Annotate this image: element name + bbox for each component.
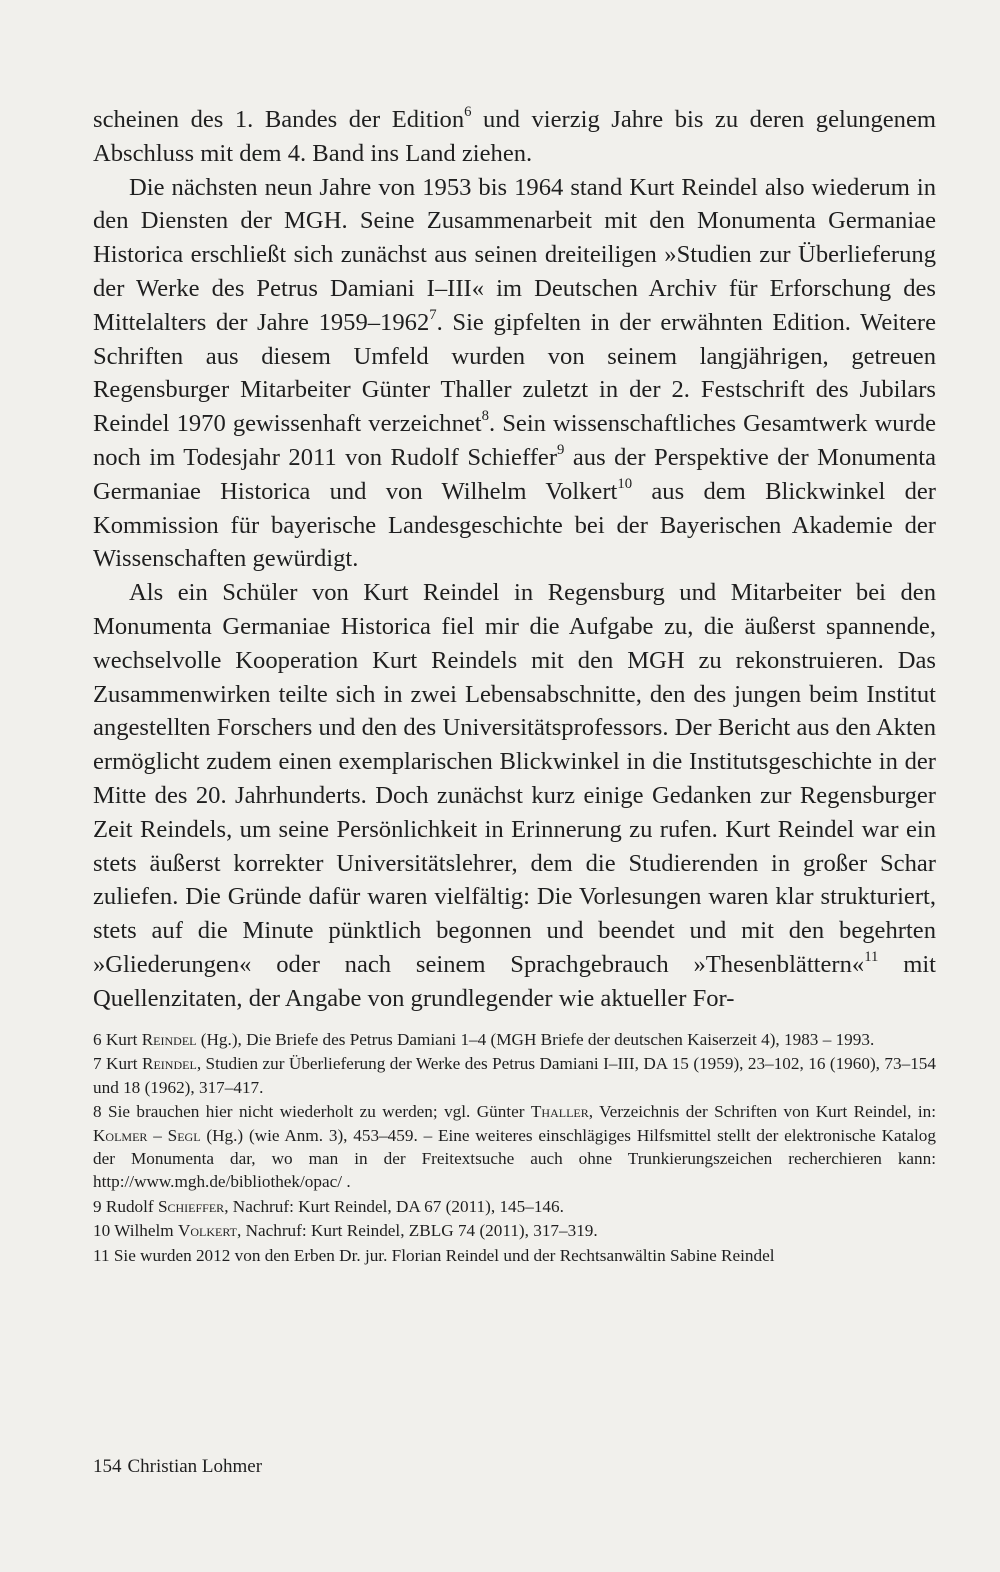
paragraph-2: Die nächsten neun Jahre von 1953 bis 1964 stand Kurt Reindel also wiederum in den Diensten der MGH. Seine Zusammenarbeit mit den Monumenta Germaniae Historica erschließt sich zunächst aus seinen dreiteiligen »Studien zur Überlieferung der Werke des Petrus Damiani I–III« im Deutschen Archiv für Erforschung des Mittelalters der Jahre 1959–1962$^7$. Sie gipfelten in der erwähnten Edition. Weitere Schriften aus diesem Umfeld wurden von seinem langjährigen, getreuen Regensburger Mitarbeiter Günter Thaller zuletzt in der 2. Festschrift des Jubilars Reindel 1970 gewissenhaft verzeichnet$^8$. Sein wissenschaftliches Gesamtwerk wurde noch im Todesjahr 2011 von Rudolf Schieffer$^9$ aus der Perspektive der Monumenta Germaniae Historica und von Wilhelm Volkert$^{10}$ aus dem Blickwinkel der Kommission für bayerische Landesgeschichte bei der Bayerischen Akademie der Wissenschaften gewürdigt. xyxy=(93,173,936,573)
author-name: Thaller xyxy=(530,1102,589,1122)
footnote-11: 11 Sie wurden 2012 von den Erben Dr. jur. Florian Reindel und der Rechtsanwältin Sabine Reindel xyxy=(93,1245,775,1265)
running-author: Christian Lohmer xyxy=(127,1456,263,1477)
footnote-number: 10 xyxy=(93,1221,111,1241)
author-name: Schieffer xyxy=(157,1196,225,1216)
footnote-number: 11 xyxy=(93,1245,110,1265)
paragraph-3: Als ein Schüler von Kurt Reindel in Regensburg und Mitarbeiter bei den Monumenta Germaniae Historica fiel mir die Aufgabe zu, die äußerst spannende, wechselvolle Kooperation Kurt Reindels mit den MGH zu rekonstruieren. Das Zusammenwirken teilte sich in zwei Lebensabschnitte, den des jungen beim Institut angestellten Forschers und den des Universitätsprofessors. Der Bericht aus den Akten ermöglicht zudem einen exemplarischen Blickwinkel in die Institutsgeschichte in der Mitte des 20. Jahrhunderts. Doch zunächst kurz einige Gedanken zur Regensburger Zeit Reindels, um seine Persönlichkeit in Erinnerung zu rufen. Kurt Reindel war ein stets äußerst korrekter Universitätslehrer, dem die Studierenden in großer Schar zuliefen. Die Gründe dafür waren vielfältig: Die Vorlesungen waren klar strukturiert, stets auf die Minute pünktlich begonnen und beendet und mit den begehrten »Gliederungen« oder nach seinem Sprachgebrauch »Thesenblättern«$^{11}$ mit Quellenzitaten, der Angabe von grundlegender wie aktueller For- xyxy=(93,579,936,1012)
footnote-number: 8 xyxy=(93,1102,102,1122)
author-name: Reindel xyxy=(142,1054,197,1074)
footnote-number: 9 xyxy=(93,1196,102,1216)
footnote-8: 8 Sie brauchen hier nicht wiederholt zu werden; vgl. Günter Thaller, Verzeichnis der Schriften von Kurt Reindel, in: Kolmer – Segl (Hg.) (wie Anm. 3), 453–459. – Eine weiteres einschlägiges Hilfsmittel stellt der elektronische Katalog der Monumenta dar, wo man in der Freitextsuche auch ohne Trunkierungszeichen recherchieren kann: http://www.mgh.de/bibliothek/opac/ . xyxy=(93,1102,936,1192)
page-number: 154 xyxy=(93,1456,122,1477)
footnotes xyxy=(93,1028,936,1268)
page-folio xyxy=(93,1456,262,1478)
footnote-ref-7[interactable]: 7 xyxy=(429,306,437,323)
footnote-number: 6 xyxy=(93,1030,102,1049)
footnote-10: 10 Wilhelm Volkert, Nachruf: Kurt Reindel, ZBLG 74 (2011), 317–319. xyxy=(93,1221,598,1241)
paragraph-1: scheinen des 1. Bandes der Edition$^6$ und vierzig Jahre bis zu deren gelungenem Abschluss mit dem 4. Band ins Land ziehen. xyxy=(93,103,937,167)
footnote-6: 6 Kurt Reindel (Hg.), Die Briefe des Petrus Damiani 1–4 (MGH Briefe der deutschen Kaiserzeit 4), 1983 – 1993. xyxy=(93,1030,875,1049)
footnote-ref-8[interactable]: 8 xyxy=(481,408,490,425)
editor-names: Kolmer – Segl xyxy=(93,1125,201,1145)
footnote-ref-9[interactable]: 9 xyxy=(557,441,565,458)
footnote-number: 7 xyxy=(93,1054,102,1074)
footnote-9: 9 Rudolf Schieffer, Nachruf: Kurt Reindel, DA 67 (2011), 145–146. xyxy=(93,1196,564,1216)
footnote-ref-6[interactable]: 6 xyxy=(464,103,472,120)
footnote-ref-10[interactable]: 10 xyxy=(617,475,633,492)
author-name: Reindel xyxy=(141,1030,197,1049)
author-name: Volkert xyxy=(177,1221,237,1241)
main-text xyxy=(93,103,936,1016)
footnote-7: 7 Kurt Reindel, Studien zur Überlieferung der Werke des Petrus Damiani I–III, DA 15 (1959), 23–102, 16 (1960), 73–154 und 18 (1962), 317–417. xyxy=(93,1054,936,1097)
footnote-ref-11[interactable]: 11 xyxy=(864,948,879,965)
